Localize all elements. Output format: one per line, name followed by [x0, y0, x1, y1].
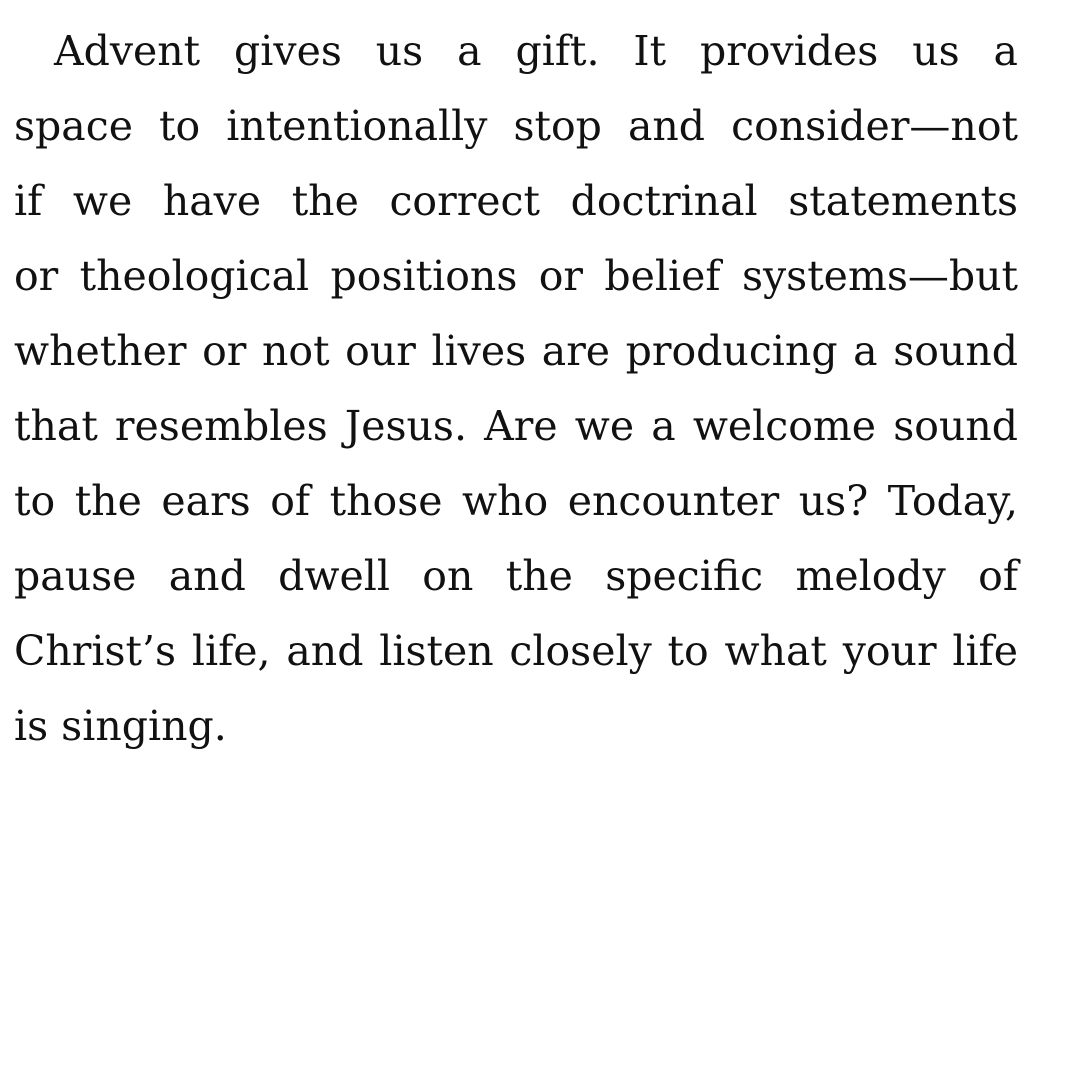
paragraph-line: is singing. [14, 702, 227, 750]
paragraph-line: that resembles Jesus. Are we a welcome sound [14, 402, 1018, 450]
paragraph-line: whether or not our lives are producing a sound [14, 327, 1018, 375]
paragraph-line: or theological positions or belief systems—but [14, 252, 1018, 300]
paragraph-line: space to intentionally stop and consider—not [14, 102, 1018, 150]
paragraph-line: Advent gives us a gift. It provides us a [54, 27, 1018, 75]
body-paragraph [14, 14, 1018, 764]
document-page [14, 14, 1018, 764]
paragraph-line: Christ’s life, and listen closely to what your life [14, 627, 1018, 675]
paragraph-line: pause and dwell on the specific melody of [14, 552, 1018, 600]
paragraph-line: if we have the correct doctrinal statements [14, 177, 1018, 225]
paragraph-line: to the ears of those who encounter us? Today, [14, 477, 1018, 525]
